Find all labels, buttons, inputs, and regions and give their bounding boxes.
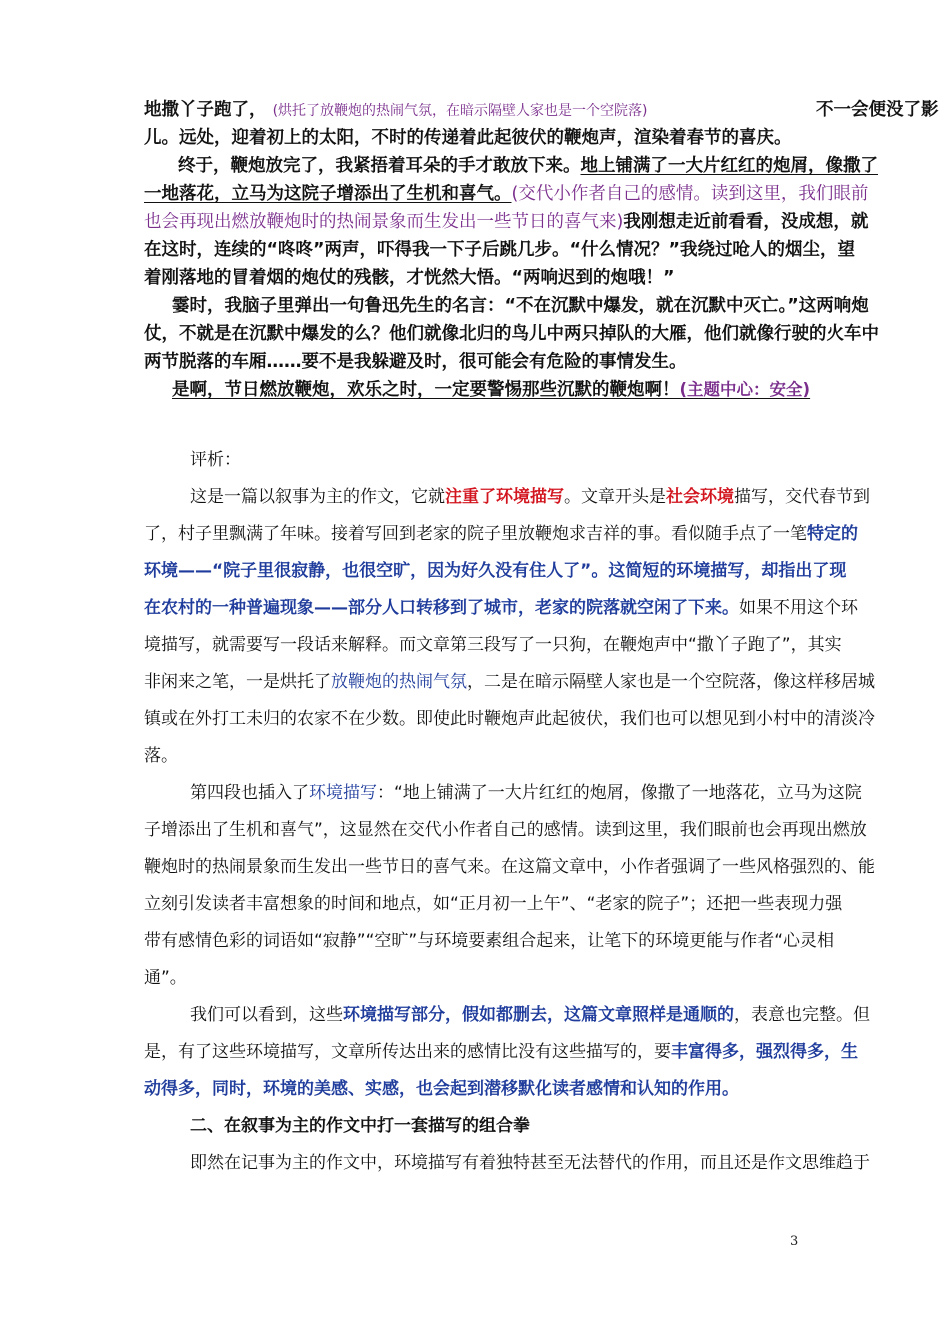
essay-line — [144, 292, 950, 320]
analysis-text: 第四段也插入了 — [190, 783, 309, 803]
essay-line — [144, 348, 950, 376]
section-heading: 二、在叙事为主的作文中打一套描写的组合拳 — [190, 1116, 530, 1136]
essay-text: 地撒丫子跑了， — [144, 100, 267, 120]
analysis-line: 境描写，就需要写一段话来解释。而文章第三段写了一只狗，在鞭炮声中“撒丫子跑了”，其实 — [144, 635, 842, 655]
blue-emphasis: 环境描写 — [309, 783, 377, 803]
analysis-line — [144, 997, 950, 1034]
essay-line — [144, 320, 950, 348]
analysis-line: 带有感情色彩的词语如“寂静”“空旷”与环境要素组合起来，让笔下的环境更能与作者“心灵相 — [144, 931, 835, 951]
analysis-label: 评析： — [190, 450, 241, 470]
red-emphasis: 注重了环境描写 — [445, 487, 564, 507]
analysis-line: 立刻引发读者丰富想象的时间和地点，如“正月初一上午”、“老家的院子”；还把一些表现力强 — [144, 894, 843, 914]
essay-excerpt — [144, 96, 950, 404]
analysis-line — [144, 664, 950, 701]
analysis-line — [144, 1034, 950, 1071]
essay-line — [144, 376, 950, 404]
annotation-text: (主题中心：安全) — [679, 380, 811, 399]
analysis-line — [144, 1071, 950, 1108]
analysis-line: 子增添出了生机和喜气”，这显然在交代小作者自己的感情。读到这里，我们眼前也会再现出燃放 — [144, 820, 867, 840]
essay-text: 是啊，节日燃放鞭炮，欢乐之时，一定要警惕那些沉默的鞭炮啊！ — [172, 380, 680, 400]
essay-text: 仗，不就是在沉默中爆发的么？他们就像北归的鸟儿中两只掉队的大雁，他们就像行驶的火车中 — [144, 324, 879, 344]
essay-text: 霎时，我脑子里弹出一句鲁迅先生的名言：“不在沉默中爆发，就在沉默中灭亡。”这两响炮 — [172, 296, 869, 316]
analysis-line — [144, 775, 950, 812]
underlined-text: 地上铺满了一大片红红的炮屑，像撒了 — [580, 156, 878, 176]
analysis-text: 了，村子里飘满了年味。接着写回到老家的院子里放鞭炮求吉祥的事。看似随手点了一笔 — [144, 524, 807, 544]
annotation-text: (烘托了放鞭炮的热闹气氛，在暗示隔壁人家也是一个空院落) — [272, 103, 648, 119]
underlined-conclusion — [172, 380, 810, 400]
blue-emphasis: 特定的 — [807, 524, 858, 544]
essay-text: 两节脱落的车厢……要不是我躲避及时，很可能会有危险的事情发生。 — [144, 352, 687, 372]
blue-emphasis: 丰富得多，强烈得多，生 — [671, 1042, 858, 1062]
analysis-section — [144, 442, 950, 1182]
essay-text: 不一会便没了影 — [816, 100, 939, 120]
essay-text: 儿。远处，迎着初上的太阳，不时的传递着此起彼伏的鞭炮声，渲染着春节的喜庆。 — [144, 128, 792, 148]
analysis-text: 这是一篇以叙事为主的作文，它就 — [190, 487, 445, 507]
essay-line — [144, 264, 950, 292]
essay-text: 着刚落地的冒着烟的炮仗的残骸，才恍然大悟。“两响迟到的炮哦！” — [144, 268, 675, 288]
essay-text: 终于，鞭炮放完了，我紧捂着耳朵的手才敢放下来。 — [178, 156, 581, 176]
essay-line — [144, 180, 950, 208]
essay-line — [144, 96, 950, 124]
essay-line — [144, 124, 950, 152]
analysis-text: 如果不用这个环 — [739, 598, 858, 618]
analysis-text: ：“地上铺满了一大片红红的炮屑，像撒了一地落花，立马为这院 — [377, 783, 862, 803]
analysis-line: 落。 — [144, 746, 178, 766]
annotation-text: 也会再现出燃放鞭炮时的热闹景象而生发出一些节日的喜气来) — [144, 212, 624, 232]
analysis-text: 。文章开头是 — [564, 487, 666, 507]
essay-line — [144, 152, 950, 180]
annotation-text: (交代小作者自己的感情。读到这里，我们眼前 — [511, 184, 869, 204]
blue-emphasis: 放鞭炮的热闹气氛 — [331, 672, 467, 692]
analysis-line — [144, 590, 950, 627]
analysis-text: 描写，交代春节到 — [734, 487, 870, 507]
analysis-line: 即然在记事为主的作文中，环境描写有着独特甚至无法替代的作用，而且还是作文思维趋于 — [190, 1153, 870, 1173]
analysis-text: 非闲来之笔，一是烘托了 — [144, 672, 331, 692]
analysis-text: 我们可以看到，这些 — [190, 1005, 343, 1025]
essay-text: 我刚想走近前看看，没成想，就 — [623, 212, 869, 232]
blue-emphasis: 环境描写部分，假如都删去，这篇文章照样是通顺的 — [343, 1005, 734, 1025]
analysis-text: ，表意也完整。但 — [734, 1005, 870, 1025]
analysis-line — [144, 553, 950, 590]
blue-emphasis: 在农村的一种普遍现象——部分人口转移到了城市，老家的院落就空闲了下来。 — [144, 598, 739, 618]
analysis-line — [144, 516, 950, 553]
analysis-text: ，二是在暗示隔壁人家也是一个空院落，像这样移居城 — [467, 672, 875, 692]
analysis-text: 是，有了这些环境描写，文章所传达出来的感情比没有这些描写的，要 — [144, 1042, 671, 1062]
underlined-text: 一地落花，立马为这院子增添出了生机和喜气。 — [144, 184, 512, 204]
red-emphasis: 社会环境 — [666, 487, 734, 507]
essay-line — [144, 236, 950, 264]
blue-emphasis: 动得多，同时，环境的美感、实感，也会起到潜移默化读者感情和认知的作用。 — [144, 1079, 739, 1099]
essay-text: 在这时，连续的“咚咚”两声，吓得我一下子后跳几步。“什么情况？”我绕过呛人的烟尘，望 — [144, 240, 856, 260]
analysis-line: 通”。 — [144, 968, 187, 988]
page-number: 3 — [790, 1234, 799, 1249]
analysis-line — [144, 479, 950, 516]
essay-line — [144, 208, 950, 236]
analysis-line: 镇或在外打工未归的农家不在少数。即使此时鞭炮声此起彼伏，我们也可以想见到小村中的清淡冷 — [144, 709, 875, 729]
blue-emphasis: 环境——“院子里很寂静，也很空旷，因为好久没有住人了”。这简短的环境描写，却指出了现 — [144, 561, 847, 581]
analysis-line: 鞭炮时的热闹景象而生发出一些节日的喜气来。在这篇文章中，小作者强调了一些风格强烈的、能 — [144, 857, 875, 877]
